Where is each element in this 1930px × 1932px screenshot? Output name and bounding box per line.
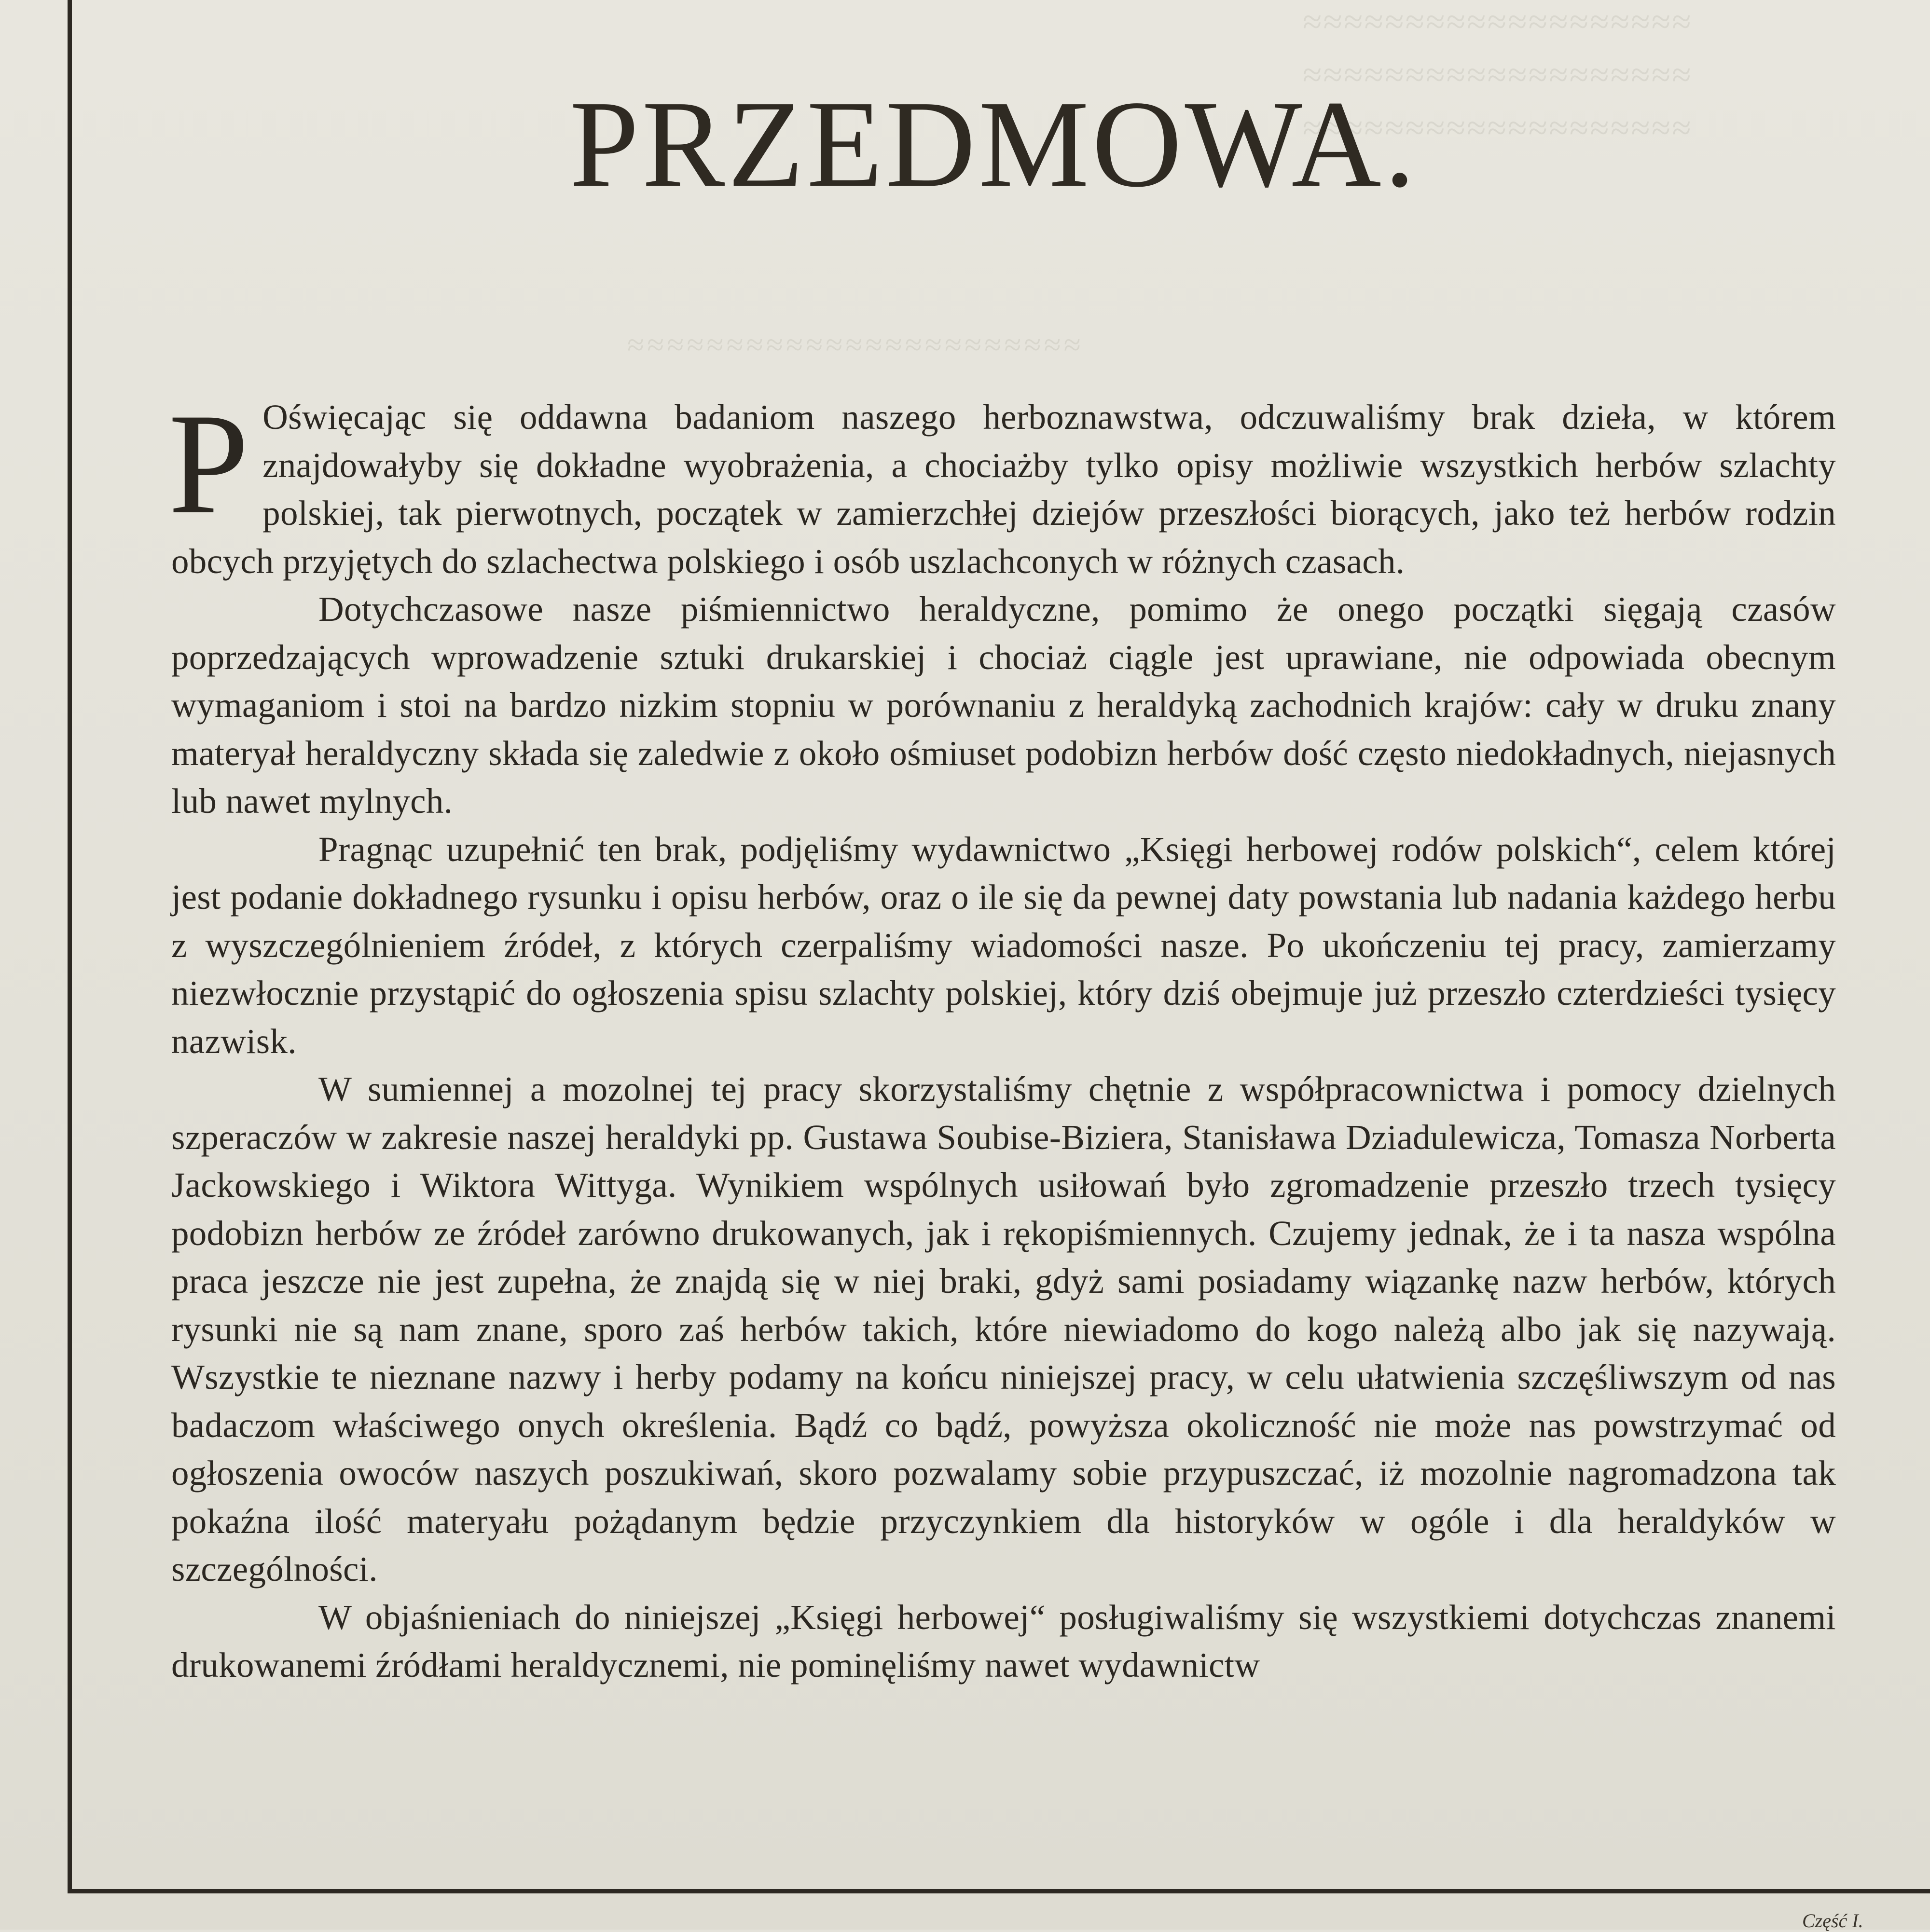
paragraph-2: Dotychczasowe nasze piśmiennictwo heraldyczne, pomimo że onego początki sięgają czasów poprzedzających wprowadzenie sztuki drukarskiej i chociaż ciągle jest uprawiane, nie odpowiada obecnym wymaganiom i stoi na bardzo nizkim stopniu w porównaniu z heraldyką zachodnich krajów: cały w druku znany materyał heraldyczny składa się zaledwie z około ośmiuset podobizn herbów dość często niedokładnych, niejasnych lub nawet mylnych. (171, 589, 1836, 821)
bleed-through-text: ≈≈≈≈≈≈≈≈≈≈≈≈≈≈≈≈≈≈≈ ≈≈≈≈≈≈≈≈≈≈≈≈≈≈≈≈≈≈≈ ≈≈≈≈≈≈≈≈≈≈≈≈≈≈≈≈≈≈≈ (1303, 2, 1693, 147)
page-title-text: PRZEDMOWA. (569, 75, 1419, 213)
paragraph-3: Pragnąc uzupełnić ten brak, podjęliśmy wydawnictwo „Księgi herbowej rodów polskich“, celem której jest podanie dokładnego rysunku i opisu herbów, oraz o ile się da pewnej daty powstania lub nadania każdego herbu z wyszczególnieniem źródeł, z których czerpaliśmy wiadomości nasze. Po ukończeniu tej pracy, zamierzamy niezwłocznie przystąpić do ogłoszenia spisu szlachty polskiej, który dziś obejmuje już przeszło czterdzieści tysięcy nazwisk. (171, 829, 1836, 1061)
paragraph-1 (168, 384, 1836, 585)
preface-body (168, 384, 1836, 1689)
paragraph-5: W objaśnieniach do niniejszej „Księgi herbowej“ posługiwaliśmy się wszystkiemi dotychczas znanemi drukowanemi źródłami heraldycznemi, nie pominęliśmy nawet wydawnictw (171, 1597, 1836, 1685)
part-marker: Część I. (1802, 1910, 1863, 1932)
paragraph-1-text: Oświęcając się oddawna badaniom naszego herboznawstwa, odczuwaliśmy brak dzieła, w którem znajdowałyby się dokładne wyobrażenia, a chociażby tylko opisy możliwie wszystkich herbów szlachty polskiej, tak pierwotnych, początek w zamierzchłej dziejów przeszłości biorących, jako też herbów rodzin obcych przyjętych do szlachectwa polskiego i osób uszlachconych w różnych czasach. (171, 397, 1836, 581)
bleed-through-text: ≈≈≈≈≈≈≈≈≈≈≈≈≈≈≈≈≈≈≈≈≈≈≈ (627, 328, 1084, 362)
page-title (0, 72, 1930, 216)
frame-bottom-rule (68, 1889, 1930, 1893)
drop-cap: P (168, 384, 249, 544)
frame-left-rule (68, 0, 72, 1893)
paragraph-4: W sumiennej a mozolnej tej pracy skorzystaliśmy chętnie z współpracownictwa i pomocy dzielnych szperaczów w zakresie naszej heraldyki pp. Gustawa Soubise-Biziera, Stanisława Dziadulewicza, Tomasza Norberta Jackowskiego i Wiktora Wittyga. Wynikiem wspólnych usiłowań było zgromadzenie przeszło trzech tysięcy podobizn herbów ze źródeł zarówno drukowanych, jak i rękopiśmiennych. Czujemy jednak, że i ta nasza wspólna praca jeszcze nie jest zupełna, że znajdą się w niej braki, gdyż sami posiadamy wiązankę nazw herbów, których rysunki nie są nam znane, sporo zaś herbów takich, które niewiadomo do kogo należą albo jak się nazywają. Wszystkie te nieznane nazwy i herby podamy na końcu niniejszej pracy, w celu ułatwienia szczęśliwszym od nas badaczom właściwego onych określenia. Bądź co bądź, powyższa okoliczność nie może nas powstrzymać od ogłoszenia owoców naszych poszukiwań, skoro pozwalamy sobie przypuszczać, iż mozolnie nagromadzona tak pokaźna ilość materyału pożądanym będzie przyczynkiem dla historyków w ogóle i dla heraldyków w szczególności. (171, 1069, 1836, 1589)
